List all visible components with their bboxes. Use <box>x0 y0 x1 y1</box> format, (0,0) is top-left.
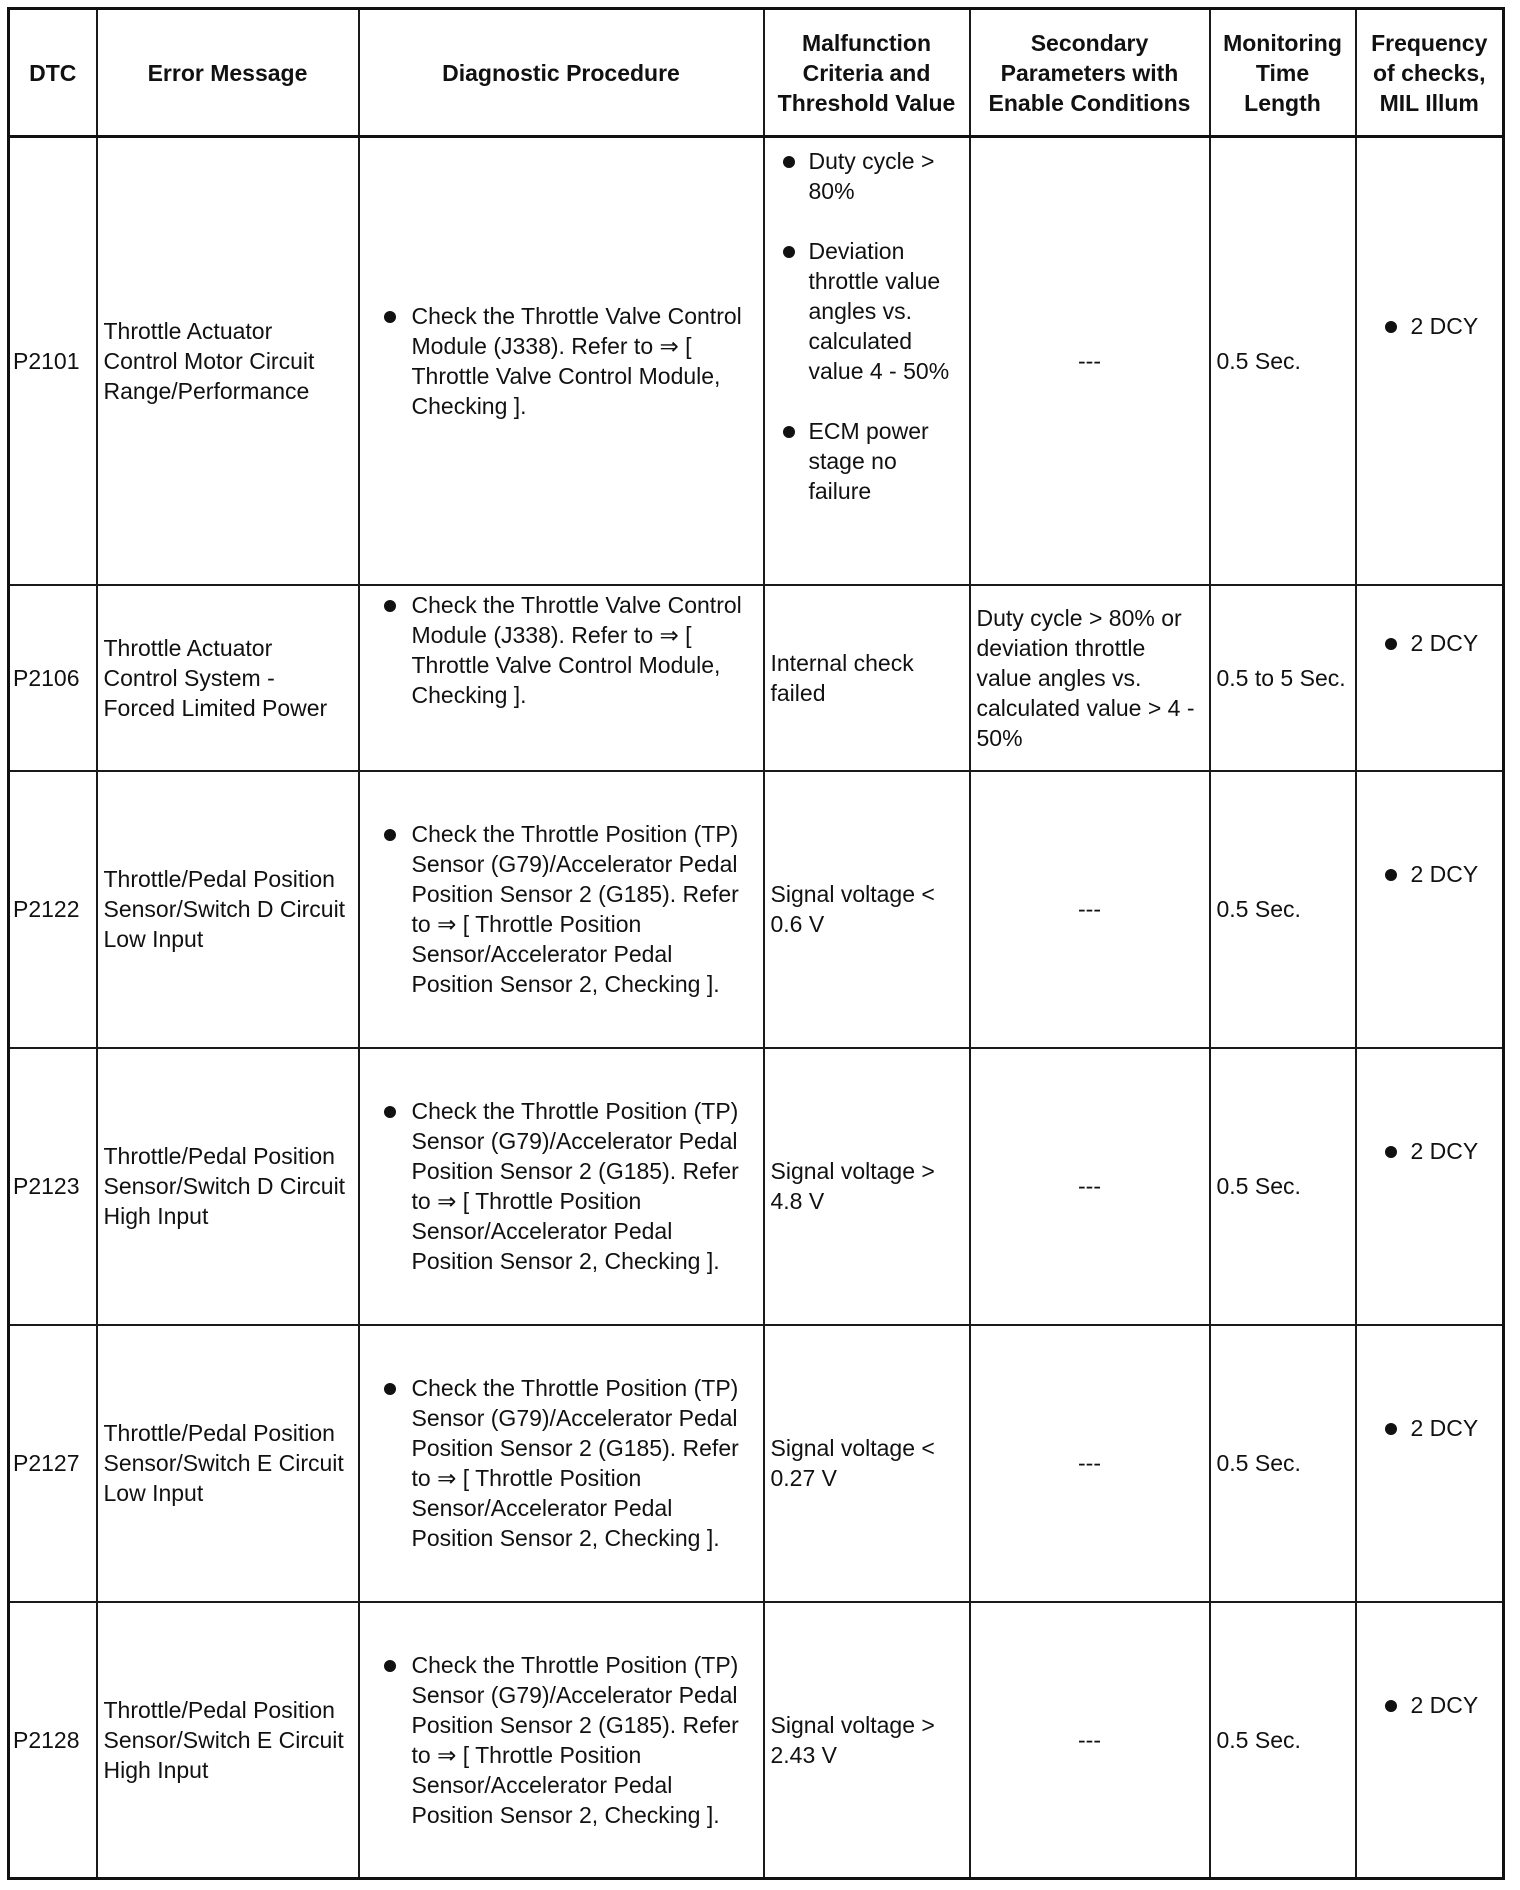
error-message: Throttle/Pedal Position Sensor/Switch E Circuit High Input <box>97 1602 359 1879</box>
diagnostic-procedure <box>359 1325 764 1602</box>
procedure-item: Check the Throttle Position (TP) Sensor (G79)/Accelerator Pedal Position Sensor 2 (G185). Refer to ⇒ [ Throttle Position Sensor/Accelerator Pedal Position Sensor 2, Checking ]. <box>374 1373 759 1553</box>
frequency-item: 2 DCY <box>1363 628 1497 658</box>
frequency-item: 2 DCY <box>1363 1690 1497 1720</box>
dtc-table <box>7 7 1505 1880</box>
dtc-code: P2128 <box>9 1602 97 1879</box>
header-frequency: Frequency of checks, MIL Illum <box>1356 9 1504 137</box>
header-row <box>9 9 1504 137</box>
frequency-item: 2 DCY <box>1363 1136 1497 1166</box>
secondary-parameters: --- <box>970 1325 1210 1602</box>
header-error-message: Error Message <box>97 9 359 137</box>
table-row <box>9 137 1504 585</box>
diagnostic-procedure <box>359 1602 764 1879</box>
frequency <box>1356 585 1504 771</box>
dtc-code: P2122 <box>9 771 97 1048</box>
frequency-item: 2 DCY <box>1363 311 1497 341</box>
procedure-item: Check the Throttle Position (TP) Sensor (G79)/Accelerator Pedal Position Sensor 2 (G185). Refer to ⇒ [ Throttle Position Sensor/Accelerator Pedal Position Sensor 2, Checking ]. <box>374 1096 759 1276</box>
frequency-item: 2 DCY <box>1363 859 1497 889</box>
secondary-parameters: --- <box>970 1602 1210 1879</box>
table-row <box>9 585 1504 771</box>
secondary-parameters: --- <box>970 771 1210 1048</box>
frequency-item: 2 DCY <box>1363 1413 1497 1443</box>
diagnostic-procedure <box>359 137 764 585</box>
malfunction-criteria: Signal voltage > 2.43 V <box>764 1602 970 1879</box>
monitoring-time: 0.5 to 5 Sec. <box>1210 585 1356 771</box>
dtc-code: P2106 <box>9 585 97 771</box>
table-row <box>9 1602 1504 1879</box>
criteria-item: Deviation throttle value angles vs. calculated value 4 - 50% <box>767 236 963 386</box>
dtc-code: P2127 <box>9 1325 97 1602</box>
header-dtc: DTC <box>9 9 97 137</box>
header-secondary-parameters: Secondary Parameters with Enable Conditions <box>970 9 1210 137</box>
error-message: Throttle Actuator Control Motor Circuit Range/Performance <box>97 137 359 585</box>
dtc-code: P2101 <box>9 137 97 585</box>
error-message: Throttle/Pedal Position Sensor/Switch D Circuit High Input <box>97 1048 359 1325</box>
malfunction-criteria: Signal voltage > 4.8 V <box>764 1048 970 1325</box>
error-message: Throttle/Pedal Position Sensor/Switch D Circuit Low Input <box>97 771 359 1048</box>
monitoring-time: 0.5 Sec. <box>1210 1325 1356 1602</box>
diagnostic-procedure <box>359 585 764 771</box>
secondary-parameters: Duty cycle > 80% or deviation throttle value angles vs. calculated value > 4 - 50% <box>970 585 1210 771</box>
error-message: Throttle/Pedal Position Sensor/Switch E Circuit Low Input <box>97 1325 359 1602</box>
monitoring-time: 0.5 Sec. <box>1210 1602 1356 1879</box>
secondary-parameters: --- <box>970 1048 1210 1325</box>
dtc-code: P2123 <box>9 1048 97 1325</box>
table-row <box>9 771 1504 1048</box>
frequency <box>1356 137 1504 585</box>
table-row <box>9 1048 1504 1325</box>
monitoring-time: 0.5 Sec. <box>1210 771 1356 1048</box>
monitoring-time: 0.5 Sec. <box>1210 137 1356 585</box>
frequency <box>1356 1602 1504 1879</box>
header-malfunction-criteria: Malfunction Criteria and Threshold Value <box>764 9 970 137</box>
malfunction-criteria: Signal voltage < 0.6 V <box>764 771 970 1048</box>
error-message: Throttle Actuator Control System - Forced Limited Power <box>97 585 359 771</box>
frequency <box>1356 1048 1504 1325</box>
secondary-parameters: --- <box>970 137 1210 585</box>
diagnostic-procedure <box>359 1048 764 1325</box>
frequency <box>1356 771 1504 1048</box>
criteria-item: Duty cycle > 80% <box>767 146 963 206</box>
frequency <box>1356 1325 1504 1602</box>
procedure-item: Check the Throttle Position (TP) Sensor (G79)/Accelerator Pedal Position Sensor 2 (G185). Refer to ⇒ [ Throttle Position Sensor/Accelerator Pedal Position Sensor 2, Checking ]. <box>374 819 759 999</box>
procedure-item: Check the Throttle Valve Control Module (J338). Refer to ⇒ [ Throttle Valve Control Module, Checking ]. <box>374 590 759 710</box>
diagnostic-procedure <box>359 771 764 1048</box>
monitoring-time: 0.5 Sec. <box>1210 1048 1356 1325</box>
header-monitoring-time: Monitoring Time Length <box>1210 9 1356 137</box>
malfunction-criteria <box>764 137 970 585</box>
malfunction-criteria: Signal voltage < 0.27 V <box>764 1325 970 1602</box>
procedure-item: Check the Throttle Position (TP) Sensor (G79)/Accelerator Pedal Position Sensor 2 (G185). Refer to ⇒ [ Throttle Position Sensor/Accelerator Pedal Position Sensor 2, Checking ]. <box>374 1650 759 1830</box>
malfunction-criteria: Internal check failed <box>764 585 970 771</box>
criteria-item: ECM power stage no failure <box>767 416 963 506</box>
header-diagnostic-procedure: Diagnostic Procedure <box>359 9 764 137</box>
procedure-item: Check the Throttle Valve Control Module (J338). Refer to ⇒ [ Throttle Valve Control Module, Checking ]. <box>374 301 759 421</box>
table-row <box>9 1325 1504 1602</box>
